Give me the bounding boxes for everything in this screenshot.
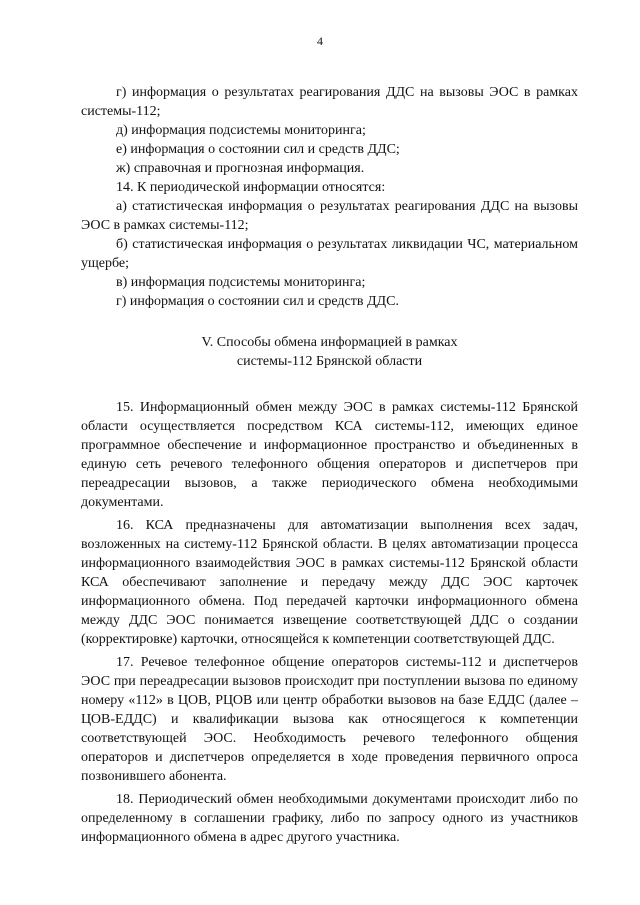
paragraph-15: 15. Информационный обмен между ЭОС в рамках системы-112 Брянской области осуществляется посредством КСА системы-112, имеющих единое программное обеспечение и информационное пространство и объединенных в единую сеть речевого телефонного общения операторов и диспетчеров при переадресации вызовов, а также периодического обмена необходимыми документами. bbox=[81, 400, 578, 510]
section-heading-line-2: системы-112 Брянской области bbox=[236, 354, 423, 369]
paragraph-16: 16. КСА предназначены для автоматизации выполнения всех задач, возложенных на систему-112 Брянской области. В целях автоматизации процесса информационного взаимодействия ЭОС в рамках системы-112 Брянской области КСА обеспечивают заполнение и передачу между ДДС ЭОС карточек информационного обмена. Под передачей карточки информационного обмена между ДДС ЭОС понимается извещение соответствующей ДДС о создании (корректировке) карточки, относящейся к компетенции соответствующей ДДС. bbox=[81, 518, 578, 647]
periodic-item-g: г) информация о состоянии сил и средств ДДС. bbox=[116, 294, 399, 309]
list-item-g: г) информация о результатах реагирования ДДС на вызовы ЭОС в рамках системы-112; bbox=[81, 85, 578, 119]
paragraph-17: 17. Речевое телефонное общение операторов системы-112 и диспетчеров ЭОС при переадресации вызовов происходит при поступлении вызова по единому номеру «112» в ЦОВ, РЦОВ или центр обработки вызовов на базе ЕДДС (далее – ЦОВ-ЕДДС) и квалификации вызова как относящегося к компетенции соответствующей ЭОС. Необходимость речевого телефонного общения операторов и диспетчеров определяется в ходе проведения первичного опроса позвонившего абонента. bbox=[81, 655, 578, 784]
paragraph-18: 18. Периодический обмен необходимыми документами происходит либо по определенному в соглашении графику, либо по запросу одного из участников информационного обмена в адрес другого участника. bbox=[81, 792, 578, 845]
document-body bbox=[81, 83, 578, 847]
page-number: 4 bbox=[317, 34, 323, 48]
list-item-d: д) информация подсистемы мониторинга; bbox=[116, 123, 366, 138]
list-item-zh: ж) справочная и прогнозная информация. bbox=[116, 161, 365, 176]
section-heading-line-1: V. Способы обмена информацией в рамках bbox=[201, 335, 458, 350]
periodic-item-v: в) информация подсистемы мониторинга; bbox=[116, 275, 366, 290]
periodic-item-b: б) статистическая информация о результатах ликвидации ЧС, материальном ущербе; bbox=[81, 237, 578, 271]
periodic-item-a: а) статистическая информация о результатах реагирования ДДС на вызовы ЭОС в рамках системы-112; bbox=[81, 199, 578, 233]
list-item-e: е) информация о состоянии сил и средств ДДС; bbox=[116, 142, 400, 157]
paragraph-14: 14. К периодической информации относятся: bbox=[116, 180, 386, 195]
section-heading bbox=[81, 333, 578, 371]
